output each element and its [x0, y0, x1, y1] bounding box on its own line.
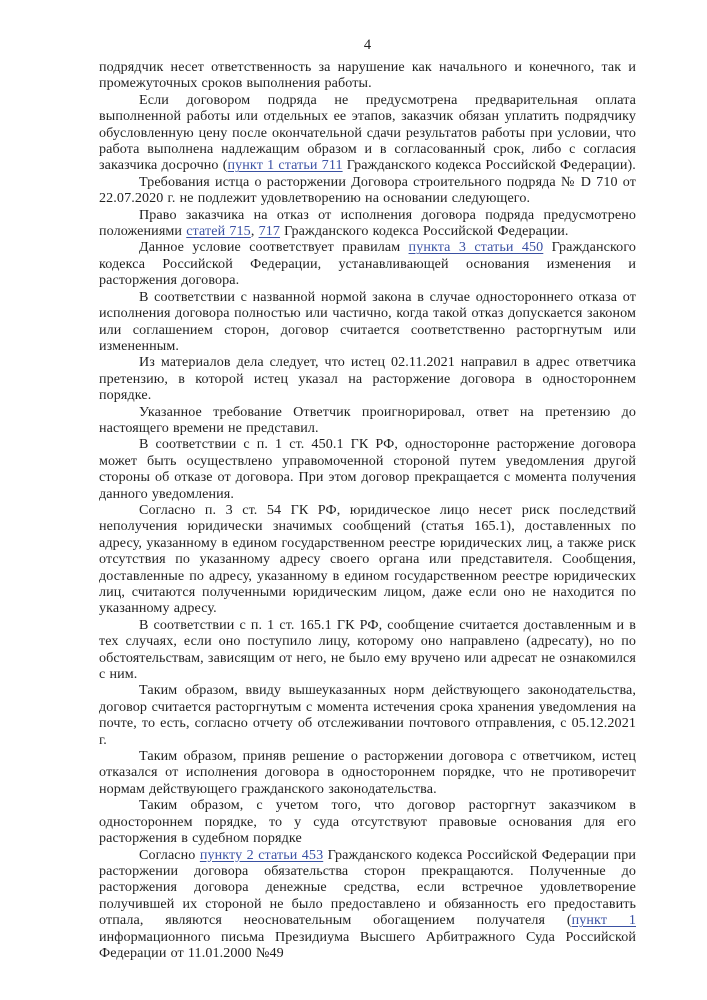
- paragraph-text: Таким образом, приняв решение о расторжении договора с ответчиком, истец отказался от исполнения договора в одностороннем порядке, что не противоречит нормам действующего гражданского законодательства.: [99, 748, 636, 797]
- page-number: 4: [363, 37, 372, 53]
- paragraph: [99, 239, 636, 288]
- paragraph: [99, 748, 636, 797]
- paragraph: [99, 404, 636, 437]
- paragraph: [99, 289, 636, 355]
- paragraph-text: информационного письма Президиума Высшего Арбитражного Суда Российской Федерации от 11.01.2000 №49: [99, 928, 636, 961]
- paragraph: [99, 502, 636, 617]
- paragraph-text: подрядчик несет ответственность за нарушение как начального и конечного, так и промежуточных сроков выполнения работы.: [99, 59, 636, 92]
- paragraph: [99, 847, 636, 962]
- paragraph-text: Согласно: [139, 846, 200, 863]
- paragraph-text: Право заказчика на отказ от исполнения договора подряда предусмотрено положениями: [99, 206, 636, 240]
- paragraph: [99, 92, 636, 174]
- paragraph-text: Если договором подряда не предусмотрена предварительная оплата выполненной работы или отдельных ее этапов, заказчик обязан уплатить подрядчику обусловленную цену после окончательной сдачи результатов работы при условии, что работа выполнена надлежащим образом и в согласованный срок, либо с согласия заказчика досрочно (: [99, 91, 636, 174]
- paragraph: [99, 797, 636, 846]
- paragraph-text: Гражданского кодекса Российской Федерации при расторжении договора обязательства сторон прекращаются. Полученные до расторжения договора денежные средства, если встречное удовлетворение получившей их стороной не было предоставлено и обязанность его предоставить отпала, являются неосновательным обогащением получателя (: [99, 846, 637, 929]
- paragraph-text: В соответствии с п. 1 ст. 165.1 ГК РФ, сообщение считается доставленным и в тех случаях, если оно поступило лицу, которому оно направлено (адресату), но по обстоятельствам, зависящим от него, не было ему вручено или адресат не ознакомился с ним.: [99, 616, 636, 683]
- paragraph-text: В соответствии с п. 1 ст. 450.1 ГК РФ, односторонне расторжение договора может быть осуществлено управомоченной стороной путем уведомления другой стороны об отказе от договора. При этом договор прекращается с момента получения данного уведомления.: [99, 436, 636, 502]
- paragraph-text: Таким образом, ввиду вышеуказанных норм действующего законодательства, договор считается расторгнутым с момента истечения срока хранения уведомления на почте, то есть, согласно отчету об отслеживании почтового отправления, с 05.12.2021 г.: [99, 682, 636, 748]
- paragraph-text: Гражданского кодекса Российской Федерации.: [280, 223, 569, 240]
- legal-reference-link[interactable]: пункта 3 статьи 450: [408, 239, 544, 256]
- paragraph-text: Из материалов дела следует, что истец 02.11.2021 направил в адрес ответчика претензию, в которой истец указал на расторжение договора в одностороннем порядке.: [99, 354, 636, 404]
- legal-reference-link[interactable]: пункт 1: [571, 912, 636, 929]
- paragraph: [99, 59, 636, 92]
- legal-reference-link[interactable]: статей 715: [186, 223, 251, 240]
- paragraph-text: Гражданского кодекса Российской Федерации, устанавливающей основания изменения и расторжения договора.: [99, 239, 636, 289]
- legal-reference-link[interactable]: пункту 2 статьи 453: [199, 846, 324, 863]
- paragraph-text: Согласно п. 3 ст. 54 ГК РФ, юридическое лицо несет риск последствий неполучения юридически значимых сообщений (статья 165.1), доставленных по адресу, указанному в едином государственном реестре юридических лиц, а также риск отсутствия по указанному адресу своего органа или представителя. Сообщения, доставленные по адресу, указанному в едином государственном реестре юридических лиц, считаются полученными юридическим лицом, даже если оно не находится по указанному адресу.: [99, 501, 636, 617]
- paragraph: [99, 617, 636, 683]
- paragraph: [99, 207, 636, 240]
- paragraph-text: Гражданского кодекса Российской Федерации).: [342, 157, 636, 174]
- paragraph: [99, 174, 636, 207]
- paragraph: [99, 436, 636, 502]
- paragraph-text: Указанное требование Ответчик проигнорировал, ответ на претензию до настоящего времени не представил.: [99, 403, 636, 436]
- legal-reference-link[interactable]: 717: [258, 223, 281, 240]
- paragraph-text: ,: [250, 223, 259, 240]
- paragraph: [99, 354, 636, 403]
- paragraph: [99, 682, 636, 748]
- document-body: [99, 59, 636, 961]
- paragraph-text: В соответствии с названной нормой закона в случае одностороннего отказа от исполнения договора полностью или частично, когда такой отказ допускается законом или соглашением сторон, договор считается соответственно расторгнутым или измененным.: [99, 288, 636, 354]
- legal-reference-link[interactable]: пункт 1 статьи 711: [227, 157, 343, 174]
- paragraph-text: Требования истца о расторжении Договора строительного подряда № D 710 от 22.07.2020 г. не подлежит удовлетворению на основании следующего.: [99, 173, 636, 207]
- paragraph-text: Данное условие соответствует правилам: [139, 239, 409, 256]
- paragraph-text: Таким образом, с учетом того, что договор расторгнут заказчиком в одностороннем порядке, то у суда отсутствуют правовые основания для его расторжения в судебном порядке: [99, 797, 636, 847]
